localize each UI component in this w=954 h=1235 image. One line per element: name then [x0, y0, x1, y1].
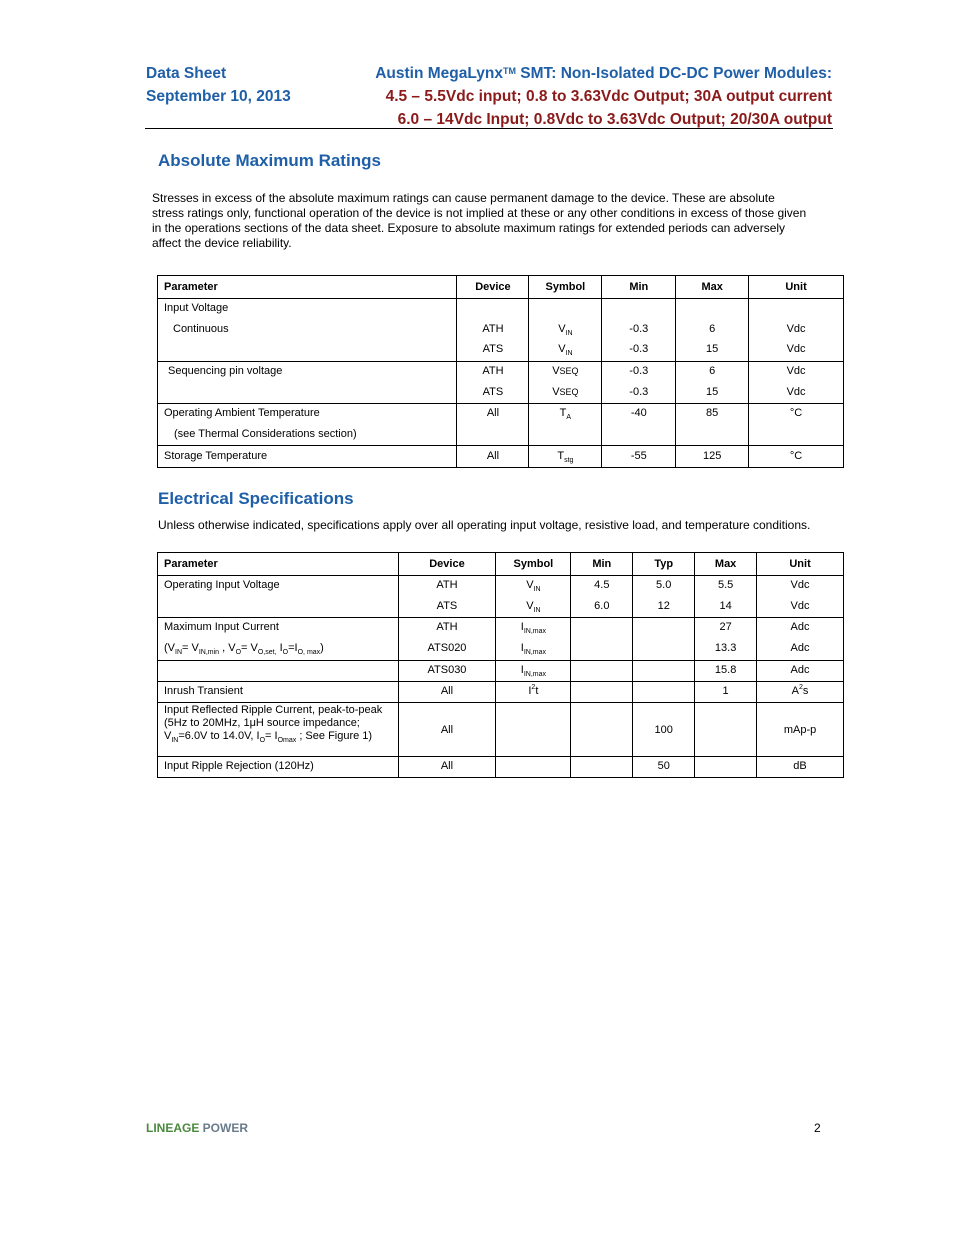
param-cell: Storage Temperature — [158, 446, 457, 468]
device-cell: All — [398, 757, 496, 778]
unit-cell: mAp-p — [757, 703, 844, 757]
table-row — [158, 703, 844, 757]
unit-cell: Vdc — [749, 383, 844, 404]
table-row — [158, 425, 844, 446]
footer-brand: LINEAGE POWER — [146, 1121, 249, 1135]
typ-cell: 12 — [633, 597, 695, 618]
symbol-cell: $V_{IN}$ — [496, 597, 571, 618]
elec-heading: Electrical Specifications — [158, 489, 354, 508]
table-row — [158, 639, 844, 661]
table-row — [158, 383, 844, 404]
table-row — [158, 446, 844, 468]
table-header-row — [158, 553, 844, 576]
symbol-cell: $V_{IN}$ — [529, 340, 602, 362]
device-cell: ATH — [457, 362, 529, 383]
col-unit: Unit — [749, 276, 844, 299]
abs-max-table — [157, 275, 844, 468]
page-number: 2 — [814, 1121, 821, 1135]
min-cell: -0.3 — [602, 362, 676, 383]
title-rest: SMT: Non-Isolated DC-DC Power Modules: — [515, 65, 832, 82]
max-cell: 6 — [676, 362, 749, 383]
symbol-cell: $V_{IN}$ — [496, 576, 571, 597]
unit-cell: °C — [749, 404, 844, 425]
col-unit: Unit — [757, 553, 844, 576]
doc-date: September 10, 2013 — [146, 88, 291, 105]
unit-cell: Vdc — [749, 320, 844, 340]
unit-cell: dB — [757, 757, 844, 778]
elec-intro: Unless otherwise indicated, specifications apply over all operating input voltage, resistive load, and temperature conditions. — [158, 518, 811, 532]
device-cell: ATS020 — [398, 639, 496, 661]
max-cell: 6 — [676, 320, 749, 340]
table-row — [158, 576, 844, 597]
device-cell: All — [457, 404, 529, 425]
max-cell: 27 — [695, 618, 757, 639]
col-parameter: Parameter — [158, 553, 399, 576]
col-max: Max — [695, 553, 757, 576]
symbol-cell: VSEQ — [529, 362, 602, 383]
title-tm: TM — [502, 66, 516, 76]
title-main: Austin MegaLynx — [375, 65, 503, 82]
max-cell: 14 — [695, 597, 757, 618]
table-row — [158, 299, 844, 320]
param-cell: Continuous — [158, 320, 457, 340]
unit-cell: Adc — [757, 661, 844, 682]
min-cell: -55 — [602, 446, 676, 468]
device-cell: ATH — [398, 618, 496, 639]
header-rule — [145, 128, 833, 129]
param-cell: Sequencing pin voltage — [158, 362, 457, 383]
unit-cell: Adc — [757, 618, 844, 639]
device-cell: All — [398, 682, 496, 703]
param-cell: ($V_{IN}= V_{IN,min}$ , $V_O= V_{O,set,}$ $I_O=I_{O, max}$) — [158, 639, 399, 661]
max-cell: 125 — [676, 446, 749, 468]
max-cell: 15 — [676, 383, 749, 404]
col-min: Min — [602, 276, 676, 299]
symbol-cell: $I_{IN,max}$ — [496, 639, 571, 661]
unit-cell: Vdc — [757, 597, 844, 618]
typ-cell: 50 — [633, 757, 695, 778]
elec-table — [157, 552, 844, 778]
symbol-cell: $I^2t$ — [496, 682, 571, 703]
min-cell: -0.3 — [602, 340, 676, 362]
param-cell: Input Reflected Ripple Current, peak-to-peak (5Hz to 20MHz, 1μH source impedance; $V_{IN}=6.0V$ to 14.0V, $I_O= I_{Omax}$ ; See Figure 1) — [158, 703, 399, 757]
param-cell: (see Thermal Considerations section) — [158, 425, 457, 446]
device-cell: ATH — [457, 320, 529, 340]
table-row — [158, 682, 844, 703]
symbol-cell: $T_A$ — [529, 404, 602, 425]
max-cell: 85 — [676, 404, 749, 425]
param-cell: Input Ripple Rejection (120Hz) — [158, 757, 399, 778]
device-cell: All — [457, 446, 529, 468]
header-left — [146, 62, 291, 108]
col-device: Device — [457, 276, 529, 299]
unit-cell: °C — [749, 446, 844, 468]
typ-cell: 100 — [633, 703, 695, 757]
table-row — [158, 618, 844, 639]
min-cell: -0.3 — [602, 383, 676, 404]
table-row — [158, 404, 844, 425]
table-row — [158, 320, 844, 340]
device-cell: ATS — [457, 340, 529, 362]
typ-cell: 5.0 — [633, 576, 695, 597]
min-cell: 4.5 — [571, 576, 633, 597]
device-cell: All — [398, 703, 496, 757]
table-header-row — [158, 276, 844, 299]
symbol-cell: $T_{stg}$ — [529, 446, 602, 468]
device-cell: ATS — [457, 383, 529, 404]
col-min: Min — [571, 553, 633, 576]
unit-cell: Vdc — [749, 362, 844, 383]
table-row — [158, 362, 844, 383]
doc-type: Data Sheet — [146, 65, 227, 82]
unit-cell: $A^2s$ — [757, 682, 844, 703]
table-row — [158, 340, 844, 362]
max-cell: 1 — [695, 682, 757, 703]
param-cell: Inrush Transient — [158, 682, 399, 703]
symbol-cell: VSEQ — [529, 383, 602, 404]
table-row — [158, 757, 844, 778]
col-symbol: Symbol — [529, 276, 602, 299]
title-line-2: 4.5 – 5.5Vdc input; 0.8 to 3.63Vdc Output; 30A output current — [385, 88, 832, 105]
param-cell: Operating Ambient Temperature — [158, 404, 457, 425]
unit-cell: Vdc — [757, 576, 844, 597]
param-cell: Input Voltage — [158, 299, 457, 320]
col-symbol: Symbol — [496, 553, 571, 576]
unit-cell: Adc — [757, 639, 844, 661]
col-max: Max — [676, 276, 749, 299]
min-cell: 6.0 — [571, 597, 633, 618]
min-cell: -0.3 — [602, 320, 676, 340]
max-cell: 13.3 — [695, 639, 757, 661]
unit-cell: Vdc — [749, 340, 844, 362]
col-device: Device — [398, 553, 496, 576]
col-typ: Typ — [633, 553, 695, 576]
min-cell: -40 — [602, 404, 676, 425]
col-parameter: Parameter — [158, 276, 457, 299]
symbol-cell: $V_{IN}$ — [529, 320, 602, 340]
doc-title — [375, 62, 832, 85]
abs-max-heading: Absolute Maximum Ratings — [158, 151, 381, 170]
device-cell: ATH — [398, 576, 496, 597]
max-cell: 15.8 — [695, 661, 757, 682]
symbol-cell: $I_{IN,max}$ — [496, 661, 571, 682]
table-row — [158, 597, 844, 618]
param-cell: Maximum Input Current — [158, 618, 399, 639]
abs-max-intro: Stresses in excess of the absolute maximum ratings can cause permanent damage to the device. These are absolute stress ratings only, functional operation of the device is not implied at these or any other conditions in excess of those given in the operations sections of the data sheet. Exposure to absolute maximum ratings for extended periods can adversely affect the device reliability. — [152, 191, 807, 250]
symbol-cell: $I_{IN,max}$ — [496, 618, 571, 639]
device-cell: ATS030 — [398, 661, 496, 682]
header-right — [375, 62, 832, 131]
max-cell: 15 — [676, 340, 749, 362]
max-cell: 5.5 — [695, 576, 757, 597]
title-line-3: 6.0 – 14Vdc Input; 0.8Vdc to 3.63Vdc Output; 20/30A output — [397, 111, 832, 128]
param-cell: Operating Input Voltage — [158, 576, 399, 597]
device-cell: ATS — [398, 597, 496, 618]
table-row — [158, 661, 844, 682]
